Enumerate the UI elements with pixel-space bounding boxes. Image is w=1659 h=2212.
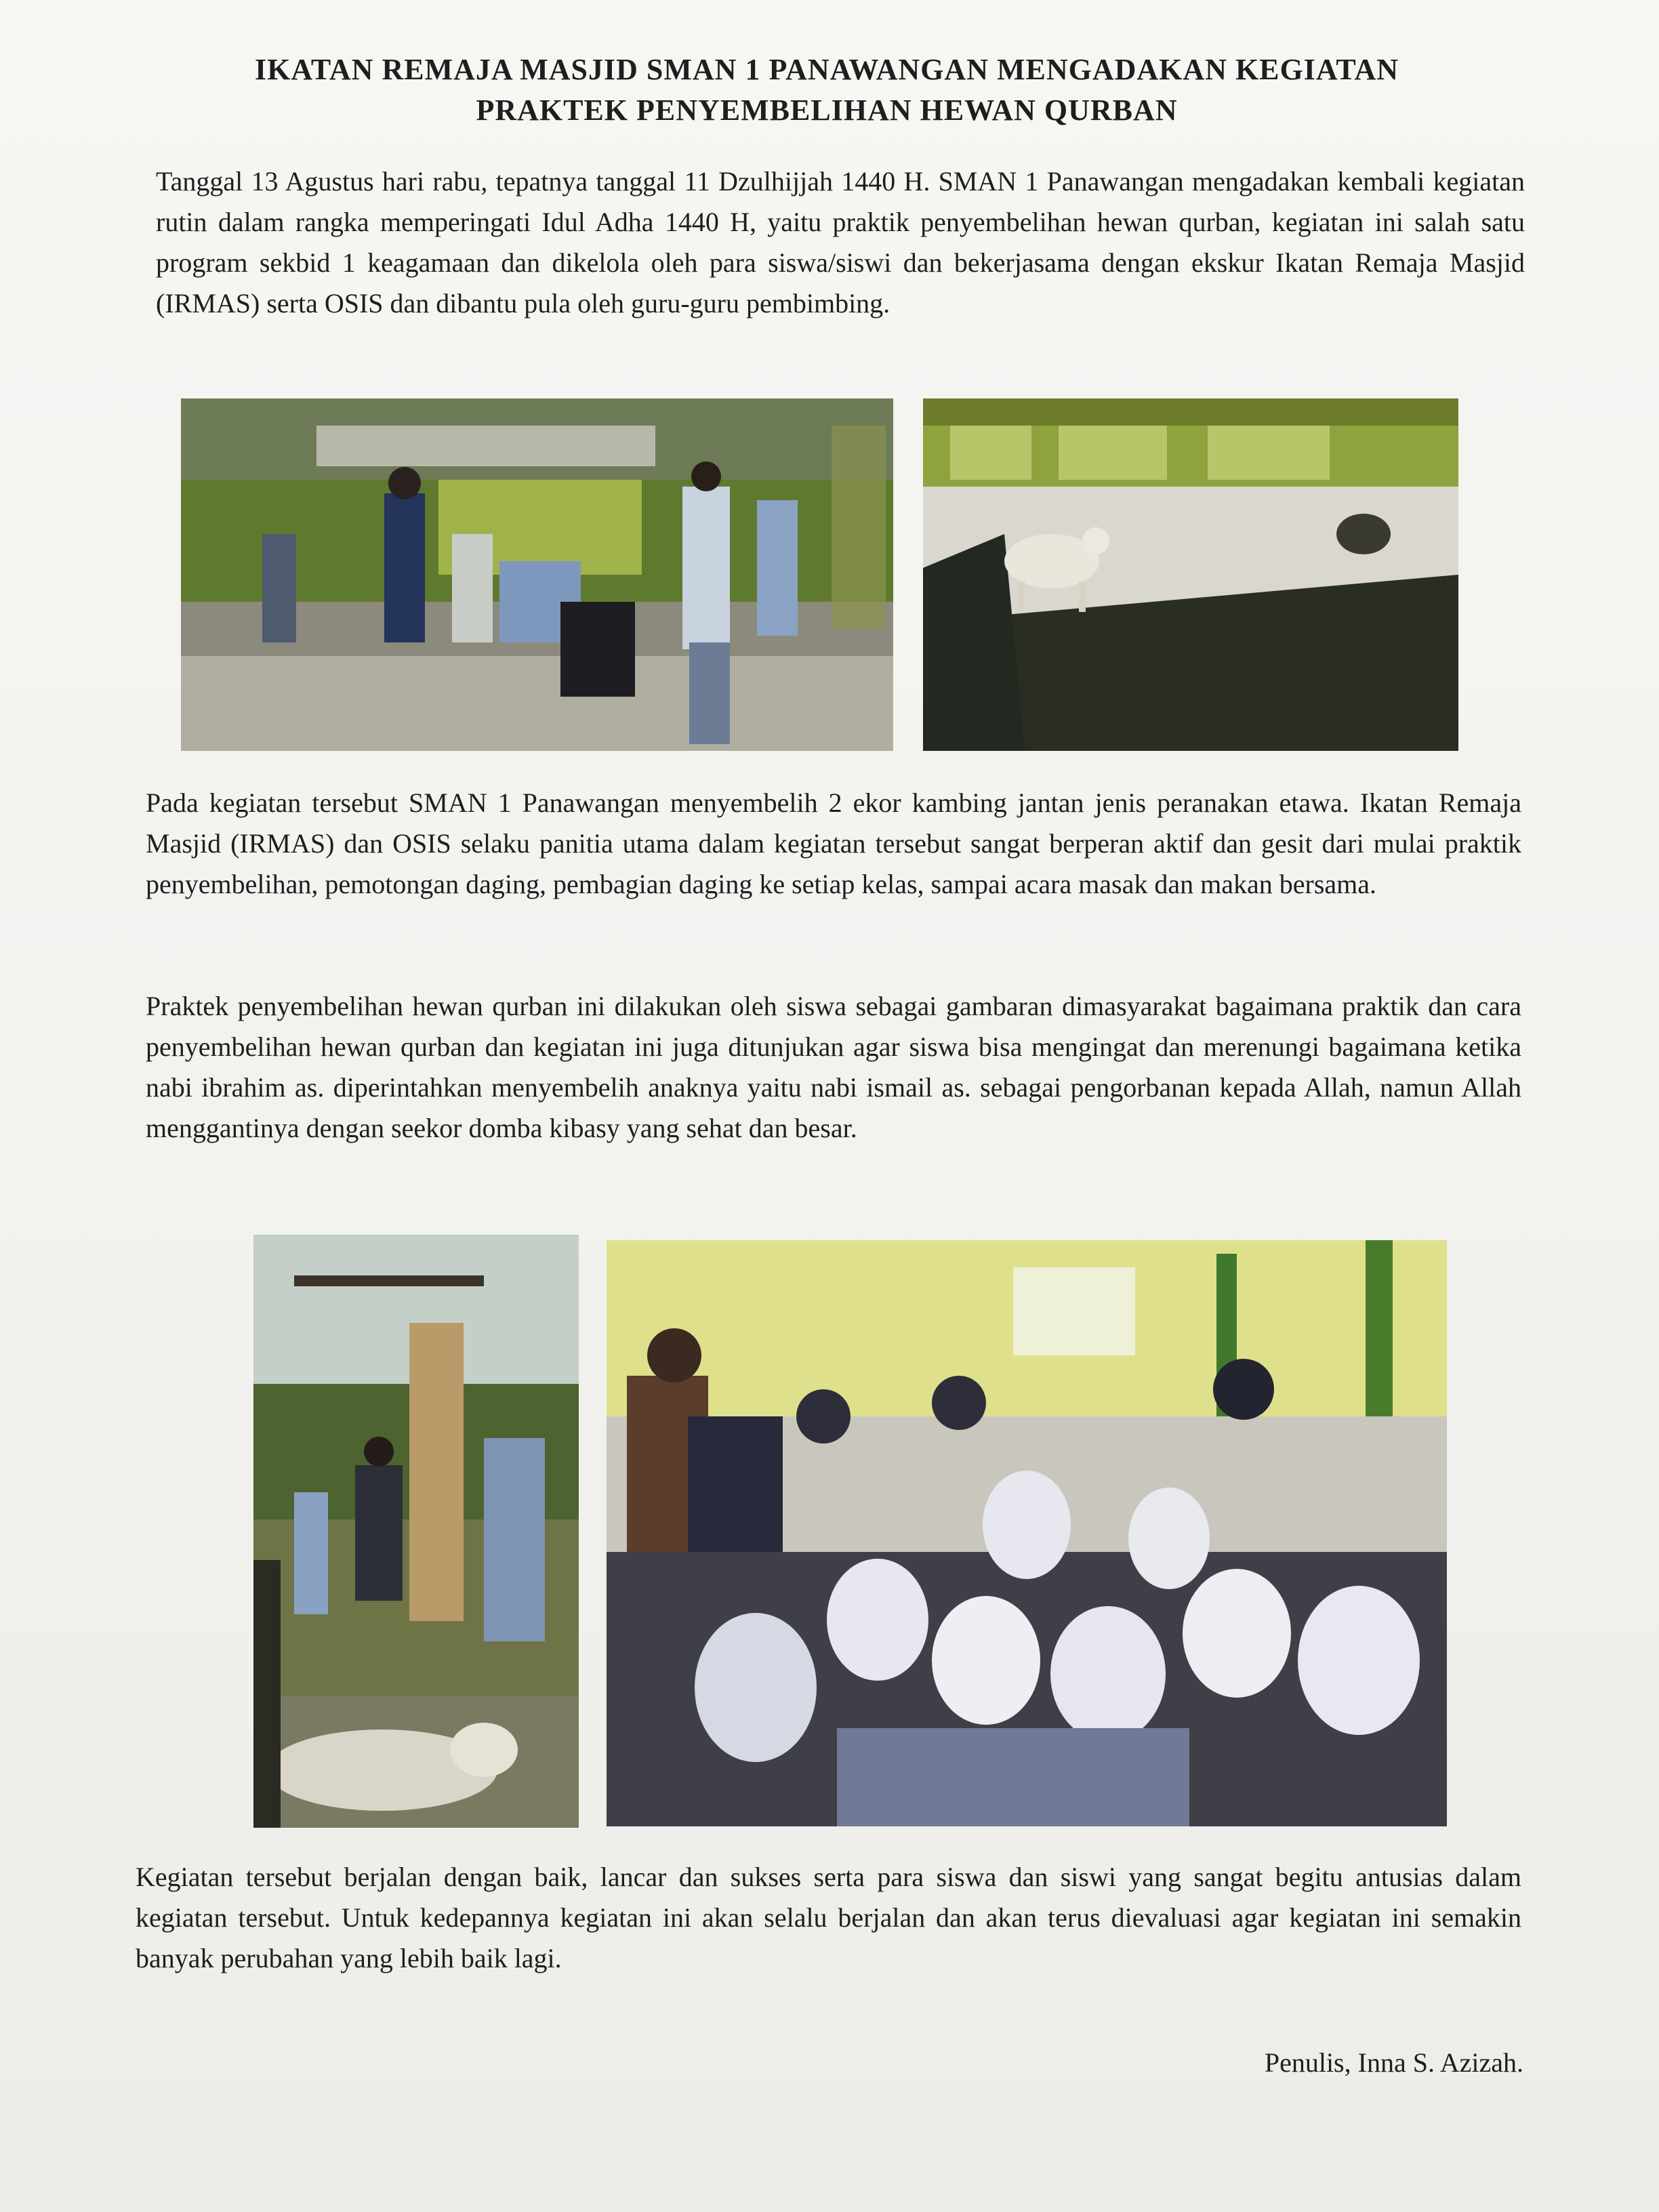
paragraph-conclusion: Kegiatan tersebut berjalan dengan baik, lancar dan sukses serta para siswa dan siswi yang sangat begitu antusias dalam kegiatan tersebut. Untuk kedepannya kegiatan ini akan selalu berjalan dan akan terus dievaluasi agar kegiatan ini semakin banyak perubahan yang lebih baik lagi. bbox=[136, 1862, 1521, 1973]
paragraph-activity: Pada kegiatan tersebut SMAN 1 Panawangan menyembelih 2 ekor kambing jantan jenis peranakan etawa. Ikatan Remaja Masjid (IRMAS) dan OSIS selaku panitia utama dalam kegiatan tersebut sangat berperan aktif dan gesit dari mulai praktik penyembelihan, pemotongan daging, pembagian daging ke setiap kelas, sampai acara masak dan makan bersama. bbox=[146, 787, 1521, 899]
article-title-line-2: PRAKTEK PENYEMBELIHAN HEWAN QURBAN bbox=[476, 94, 1178, 127]
photo-goat-courtyard bbox=[923, 398, 1458, 751]
photo-meat-cutting bbox=[253, 1235, 579, 1828]
photo-slaughter-practice bbox=[181, 398, 893, 751]
photo-students-cooking bbox=[607, 1240, 1447, 1826]
article-title-line-1: IKATAN REMAJA MASJID SMAN 1 PANAWANGAN MENGADAKAN KEGIATAN bbox=[254, 53, 1399, 86]
paragraph-intro: Tanggal 13 Agustus hari rabu, tepatnya tanggal 11 Dzulhijjah 1440 H. SMAN 1 Panawangan mengadakan kembali kegiatan rutin dalam rangka memperingati Idul Adha 1440 H, yaitu praktik penyembelihan hewan qurban, kegiatan ini salah satu program sekbid 1 keagamaan dan dikelola oleh para siswa/siswi dan bekerjasama dengan ekskur Ikatan Remaja Masjid (IRMAS) serta OSIS dan dibantu pula oleh guru-guru pembimbing. bbox=[156, 166, 1525, 319]
paragraph-purpose: Praktek penyembelihan hewan qurban ini dilakukan oleh siswa sebagai gambaran dimasyarakat bagaimana praktik dan cara penyembelihan hewan qurban dan kegiatan ini juga ditunjukan agar siswa bisa mengingat dan merenungi bagaimana ketika nabi ibrahim as. diperintahkan menyembelih anaknya yaitu nabi ismail as. sebagai pengorbanan kepada Allah, namun Allah menggantinya dengan seekor domba kibasy yang sehat dan besar. bbox=[146, 991, 1521, 1143]
author-signature: Penulis, Inna S. Azizah. bbox=[1264, 2047, 1523, 2078]
